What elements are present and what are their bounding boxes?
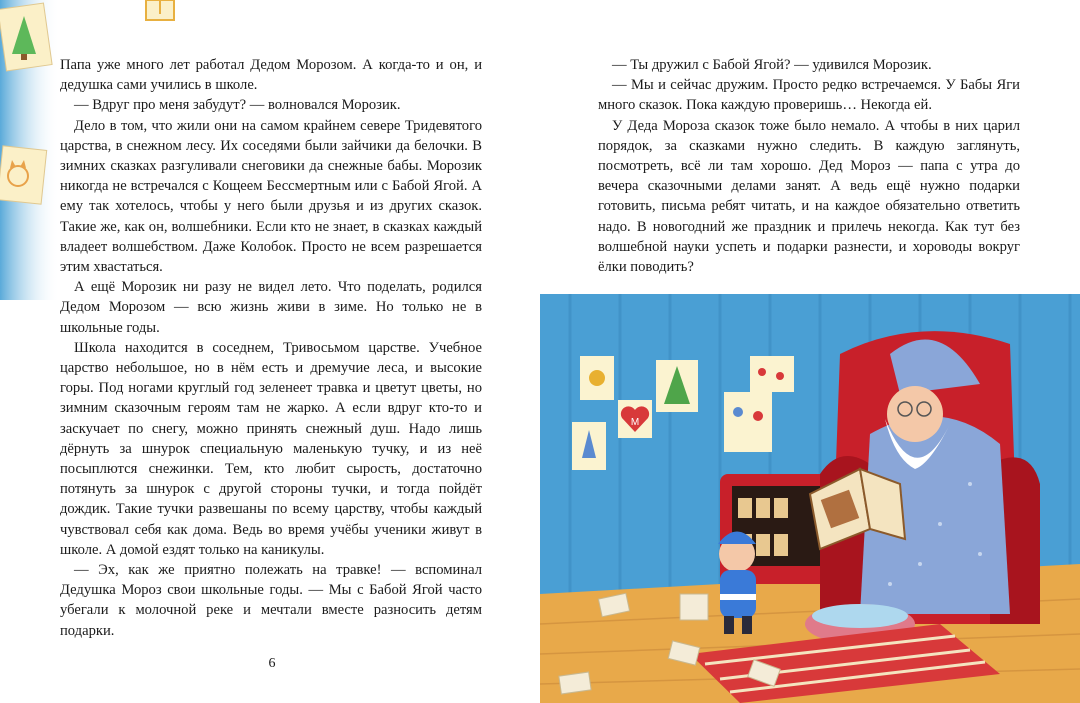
paragraph: У Деда Мороза сказок тоже было немало. А чтобы в них царил порядок, за сказками нужно следить. В каждую заглянуть, посмотреть, всё ли там хорошо. Дед Мороз — папа с утра до вечера сказочными делами занят. А ведь ещё нужно подарки готовить, письма ребят читать, и на каждое обязательно ответить надо. В новогодний же праздник и прилечь некогда. Как тут без волшебной науки успеть и подарки разнести, и хороводы вокруг ёлки поводить? xyxy=(598,117,1020,276)
heart-letter: M xyxy=(630,417,640,428)
christmas-tree-card-icon xyxy=(0,3,52,71)
paragraph: — Вдруг про меня забудут? — волновался Морозик. xyxy=(74,97,401,114)
left-page-text xyxy=(60,55,482,641)
grandpa-armchair-illustration xyxy=(540,294,1080,703)
tree-drawing-icon xyxy=(656,360,698,412)
paragraph: Дело в том, что жили они на самом крайнем севере Тридевятого царства, в снежном лесу. Их соседями были зайчики да белочки. В зимних сказках разгуливали снеговики да снежные бабы. Морозик никогда не встречался с Кощеем Бессмертным или с Бабой Ягой. А ему так хотелось, чтобы у него были друзья и из других сказок. Такие же, как он, волшебники. Если кто не знает, в сказках каждый владеет волшебством. Даже Колобок. Просто не всем разрешается этим хвастаться. xyxy=(60,117,482,276)
cat-card-icon xyxy=(0,146,47,204)
paragraph: — Мы и сейчас дружим. Просто редко встречаемся. У Бабы Яги много сказок. Пока каждую проверишь… Некогда ей. xyxy=(598,77,1020,114)
grandpa-face xyxy=(887,386,943,442)
paragraph: Папа уже много лет работал Дедом Морозом. А когда-то и он, и дедушка сами учились в школе. xyxy=(60,57,482,94)
paragraph: — Ты дружил с Бабой Ягой? — удивился Морозик. xyxy=(612,57,932,73)
left-edge-wall-illustration xyxy=(0,0,60,300)
top-card-fragment xyxy=(140,0,180,22)
right-page-text xyxy=(598,55,1020,277)
heart-letter-drawing-icon xyxy=(618,400,652,438)
page-number: 6 xyxy=(268,656,276,671)
paragraph: А ещё Морозик ни разу не видел лето. Что поделать, родился Дедом Морозом — всю жизнь живи в зиме. Но только не в школьные годы. xyxy=(60,279,482,336)
people-drawing-icon xyxy=(724,392,772,452)
rocket-drawing-icon xyxy=(572,422,606,470)
dog-drawing-icon xyxy=(580,356,614,400)
paragraph: — Эх, как же приятно полежать на травке! — вспоминал Дедушка Мороз свои школьные годы. — Мы с Бабой Ягой часто убегали к молочной реке и мечтали вместе разносить детям подарки. xyxy=(60,562,482,639)
hearts-drawing-icon xyxy=(750,356,794,392)
paragraph: Школа находится в соседнем, Тривосьмом царстве. Учебное царство небольшое, но в нём есть и дремучие леса, и высокие горы. Под ногами круглый год зеленеет травка и цветут цветы, но зимним сказочным героям там не жарко. А если вдруг кто-то и заскучает по снегу, можно принять снежный душ. Надо лишь дёрнуть за шнурок специальную маленькую тучку, и из неё посыплются снежинки. Тем, кто любит сырость, достаточно потянуть за шнурок с другой стороны тучки, и тогда пойдёт дождик. Такие тучки развешаны по всему царству, чтобы каждый чувствовал себя как дома. Ведь во время учёбы ученики живут в школе. А домой ездят только на каникулы. xyxy=(60,339,482,558)
